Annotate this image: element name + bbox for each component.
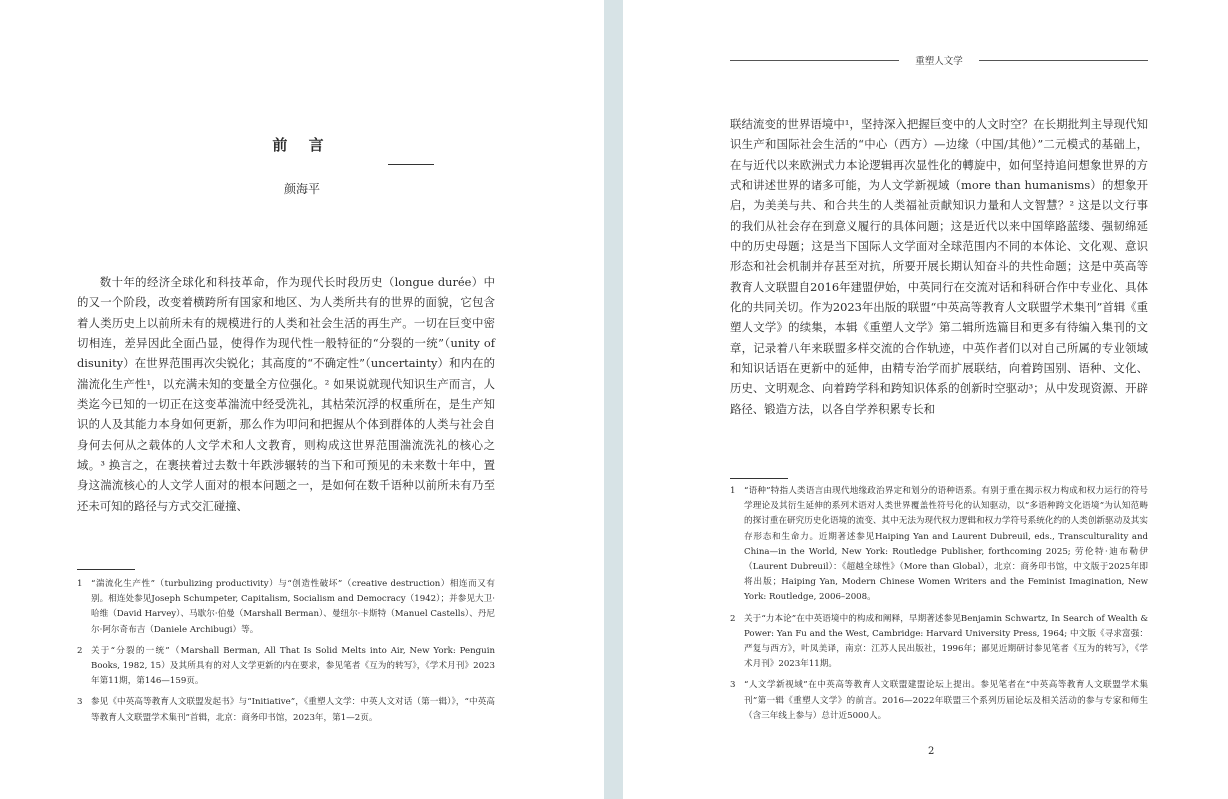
author-name: 颜海平 <box>283 182 320 196</box>
footnote-item <box>730 678 1148 724</box>
footnote-item <box>730 612 1148 673</box>
left-page <box>0 0 604 799</box>
header-rule-right <box>979 60 1148 61</box>
footnote-item <box>730 484 1148 606</box>
footnote-text: 关于“力本论”在中英语境中的构成和阐释，早期著述参见Benjamin Schwartz, In Search of Wealth & Power: Yan Fu and the West, Cambridge: Harvard University Press, 1964; 中文版《寻求富强：严复与西方》，叶凤美译，南京：江苏人民出版社，1996年；鄙见近期研讨参见笔者《互为的转写》，《学术月刊》2023年11期。 <box>744 613 1148 670</box>
footnote-number: 3 <box>730 680 736 691</box>
footnote-item <box>77 577 495 638</box>
right-page <box>623 0 1228 799</box>
footnote-text: 关于“分裂的一统”（Marshall Berman, All That Is Solid Melts into Air, New York: Penguin Books, 1982, 15）及其所具有的对人文学更新的内在要求，参见笔者《互为的转写》，《学术月刊》2023年第11期，第146—159页。 <box>91 645 495 687</box>
footnote-text: “语种”特指人类语言由现代地缘政治界定和划分的语种语系。有别于重在揭示权力构成和权力运行的符号学理论及其衍生延伸的系列术语对人类世界覆盖性符号化的认知驱动，以“多语种跨文化语境”为认知范畴的探讨重在研究历史化语境的流变、其中无法为现代权力逻辑和权力学符号系统化约的人类创新驱动及其实存形态和生命力。近期著述参见Haiping Yan and Laurent Dubreuil, eds., Transculturality and China—in the World, New York: Routledge Publisher, forthcoming 2025; 劳伦特·迪布勒伊（Laurent Dubreuil）：《超越全球性》（More than Global），北京：商务印书馆，中文版于2025年即将出版；Haiping Yan, Modern Chinese Women Writers and the Feminist Imagination, New York: Routledge, 2006–2008。 <box>744 486 1148 603</box>
body-text: 数十年的经济全球化和科技革命，作为现代长时段历史（longue durée）中的又一个阶段，改变着横跨所有国家和地区、为人类所共有的世界的面貌，它包含着人类历史上以前所未有的规模进行的人类和社会生活的再生产。一切在巨变中密切相连，差异因此全面凸显，使得作为现代性一般特征的“分裂的一统”（unity of disunity）在世界范围再次尖锐化；其高度的“不确定性”（uncertainty）和内在的湍流化生产性¹，以充满未知的变量全方位强化。² 如果说就现代知识生产而言，人类迄今已知的一切正在这变革湍流中经受洗礼，其枯荣沉浮的权重所在，是生产知识的人及其能力本身如何更新，那么作为叩问和把握从个体到群体的人类与社会自身何去何从之载体的人文学术和人文教育，则构成这世界范围湍流洗礼的核心之域。³ 换言之，在裹挟着过去数十年跌涉辗转的当下和可预见的未来数十年中，置身这湍流核心的人文学人面对的根本问题之一，是如何在数千语种以前所未有乃至还未可知的路径与方式交汇碰撞、 <box>77 275 495 513</box>
footnote-separator <box>730 478 788 479</box>
running-header-title: 重塑人文学 <box>915 56 963 67</box>
page-title: 前 言 <box>272 136 332 154</box>
footnote-number: 2 <box>730 613 736 624</box>
footnote-number: 1 <box>730 486 736 496</box>
footnote-item <box>77 695 495 725</box>
footnote-text: “人文学新视域”在中英高等教育人文联盟建盟论坛上提出。参见笔者在“中英高等教育人文联盟学术集刊”第一辑《重塑人文学》的前言。2016—2022年联盟三个系列历届论坛及相关活动的参与专家和师生（含三年线上参与）总计近5000人。 <box>744 680 1148 721</box>
footnotes-list <box>77 577 495 732</box>
running-header <box>730 52 1148 68</box>
footnote-number: 1 <box>77 579 83 589</box>
footnote-number: 3 <box>77 697 83 708</box>
page-number: 2 <box>928 746 935 757</box>
footnote-number: 2 <box>77 645 83 656</box>
footnotes-list <box>730 484 1148 730</box>
header-rule-left <box>730 60 899 61</box>
footnote-text: 参见《中英高等教育人文联盟发起书》与“Initiative”，《重塑人文学：中英人文对话（第一辑）》，“中英高等教育人文联盟学术集刊”首辑，北京：商务印书馆，2023年，第1—2页。 <box>91 697 495 723</box>
footnote-separator <box>77 569 135 570</box>
footnote-item <box>77 644 495 690</box>
footnote-text: “湍流化生产性”（turbulizing productivity）与“创造性破坏”（creative destruction）相连而又有别。相连处参见Joseph Schumpeter, Capitalism, Socialism and Democracy（1942）；并参见大卫·哈维（David Harvey）、马歇尔·伯曼（Marshall Berman）、曼纽尔·卡斯特（Manuel Castells）、丹尼尔·阿尔奇布吉（Daniele Archibugi）等。 <box>91 579 495 635</box>
title-underline <box>388 164 434 165</box>
body-text: 联结流变的世界语境中¹，坚持深入把握巨变中的人文时空？在长期批判主导现代知识生产和国际社会生活的“中心（西方）—边缘（中国/其他）”二元模式的基础上，在与近代以来欧洲式力本论逻辑再次显性化的轉旋中，如何坚持追问想象世界的方式和讲述世界的诸多可能，为人文学新视域（more than humanisms）的想象开启，为美美与共、和合共生的人类福祉贡献知识力量和人文智慧？² 这是以文行事的我们从社会存在到意义履行的具体问题；这是近代以来中国筚路蓝缕、强韧绵延中的历史母题；这是当下国际人文学面对全球范围内不同的本体论、文化观、意识形态和社会机制并存甚至对抗，所要开展长期认知奋斗的共性命题；这是中英高等教育人文联盟自2016年建盟伊始，中英同行在交流对话和科研合作中专业化、具体化的共同关切。作为2023年出版的联盟“中英高等教育人文联盟学术集刊”首辑《重塑人文学》的续集，本辑《重塑人文学》第二辑所选篇目和更多有待编入集刊的文章，记录着八年来联盟多样交流的合作轨迹，中英作者们以对自己所属的专业领域和知识话语在更新中的延伸，由精专治学而扩展联结，向着跨国别、语种、文化、历史、文明观念、向着跨学科和跨知识体系的创新时空驱动³；从中发现资源、开辟路径、锻造方法，以各自学养积累专长和 <box>730 117 1148 416</box>
